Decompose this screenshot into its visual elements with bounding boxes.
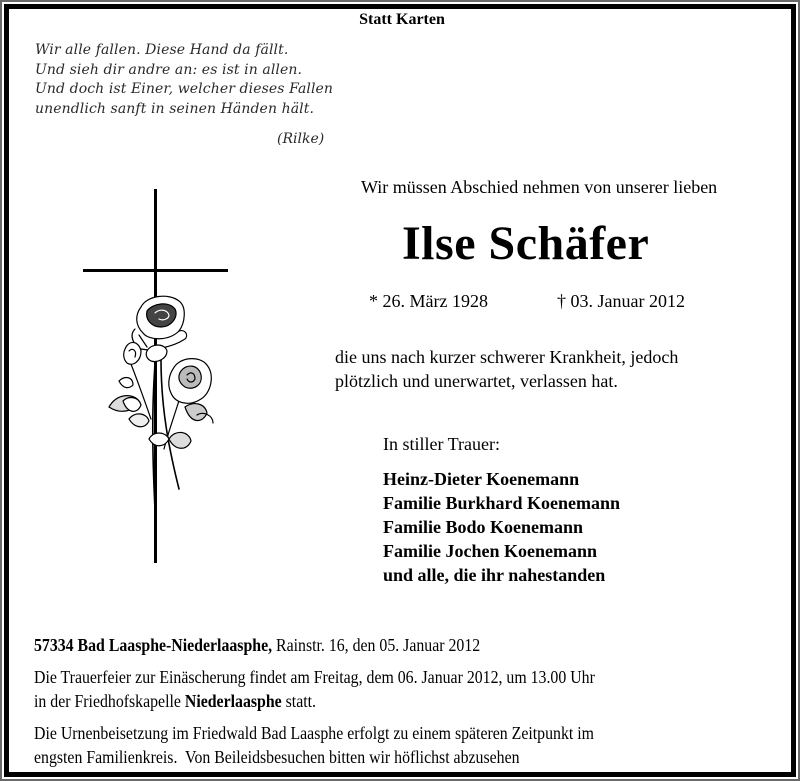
- address-bold: 57334 Bad Laasphe-Niederlaasphe,: [34, 635, 273, 655]
- ceremony-location: Niederlaasphe: [184, 691, 282, 711]
- footer: [34, 633, 671, 769]
- rose-bouquet-icon: [89, 289, 239, 519]
- ceremony-line-2: [34, 689, 671, 713]
- poem-line: Und sieh dir andre an: es ist in allen.: [35, 61, 303, 78]
- burial-text-2: engsten Familienkreis. Von Beileidsbesuchen bitten wir höflichst abzusehen: [34, 747, 520, 767]
- mourner-item: Familie Bodo Koenemann: [383, 517, 584, 537]
- death-date: † 03. Januar 2012: [557, 291, 685, 311]
- address-line: [34, 633, 671, 657]
- obituary-notice: [4, 4, 796, 777]
- poem-line: Wir alle fallen. Diese Hand da fällt.: [35, 42, 289, 58]
- mourners-list: [383, 467, 620, 587]
- burial-text: Die Urnenbeisetzung im Friedwald Bad Laasphe erfolgt zu einem späteren Zeitpunkt im: [34, 723, 594, 743]
- mourning-heading: In stiller Trauer:: [383, 434, 500, 454]
- burial-line-2: [34, 745, 671, 769]
- deceased-name: Ilse Schäfer: [402, 217, 650, 270]
- poem-line: unendlich sanft in seinen Händen hält.: [35, 100, 315, 117]
- intro-text: Wir müssen Abschied nehmen von unserer lieben: [361, 177, 718, 197]
- ceremony-text: Die Trauerfeier zur Einäscherung findet am Freitag, dem 06. Januar 2012, um 13.00 Uhr: [34, 667, 595, 687]
- mourner-item: Heinz-Dieter Koenemann: [383, 469, 580, 489]
- mourner-item: Familie Jochen Koenemann: [383, 541, 597, 561]
- poem-author: (Rilke): [277, 131, 325, 147]
- announcement-line: die uns nach kurzer schwerer Krankheit, jedoch: [335, 347, 679, 367]
- poem: [35, 41, 333, 119]
- ceremony-line: [34, 665, 671, 689]
- ceremony-pre: in der Friedhofskapelle: [34, 691, 185, 711]
- poem-line: Und doch ist Einer, welcher dieses Fallen: [35, 81, 334, 97]
- ceremony-post: statt.: [281, 691, 316, 711]
- birth-date: * 26. März 1928: [369, 291, 488, 311]
- header-title: Statt Karten: [359, 11, 445, 28]
- burial-line: [34, 721, 671, 745]
- announcement-text: [335, 345, 678, 393]
- announcement-line: plötzlich und unerwartet, verlassen hat.: [335, 371, 618, 391]
- mourner-item: und alle, die ihr nahestanden: [383, 565, 606, 585]
- mourner-item: Familie Burkhard Koenemann: [383, 493, 621, 513]
- address-rest: Rainstr. 16, den 05. Januar 2012: [272, 635, 481, 655]
- cross-horizontal-beam: [83, 269, 228, 272]
